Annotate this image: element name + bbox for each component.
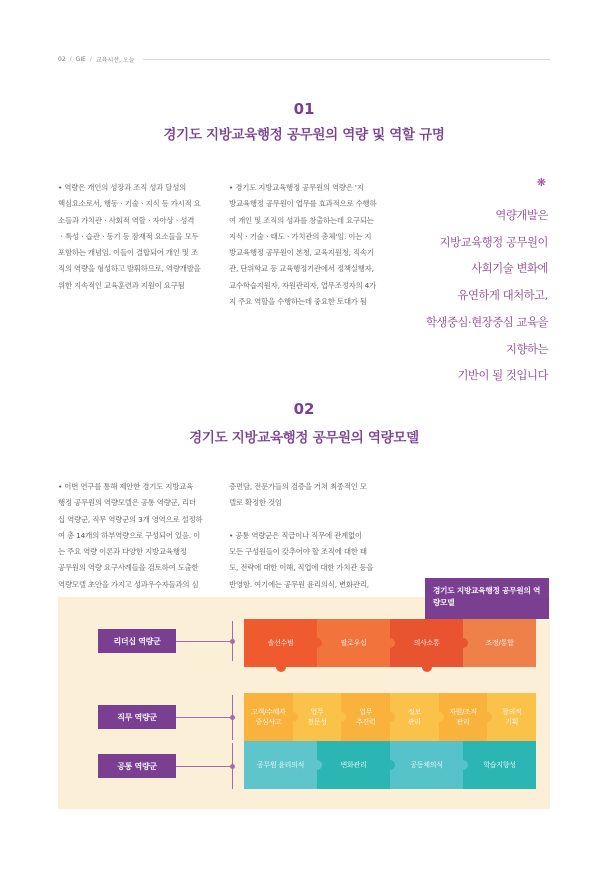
pull-quote-text [418, 203, 548, 390]
text-line: 여 개인 및 조직의 성과를 창출하는데 요구되는 [229, 215, 374, 225]
common-piece [390, 741, 463, 789]
common-piece-label: 변화관리 [340, 761, 367, 769]
job-piece [244, 693, 293, 741]
header-separator: / [69, 55, 72, 63]
star-icon: ❋ [536, 176, 546, 189]
leadership-piece [390, 619, 463, 667]
common-connector [176, 766, 232, 767]
model-title-box: 경기도 지방교육행정 공무원의 역량모델 [425, 578, 549, 619]
leadership-piece [463, 619, 536, 667]
common-bracket [232, 743, 233, 789]
competency-model-diagram [58, 597, 550, 809]
text-line: 위한 지속적인 교육훈련과 지원이 요구됨 [58, 280, 185, 290]
job-piece [341, 693, 390, 741]
job-piece [439, 693, 488, 741]
quote-line: 유연하게 대처하고, [457, 289, 548, 303]
job-piece-label: 창의적 기획 [502, 708, 522, 726]
section1-column-right [229, 180, 407, 310]
leadership-piece-label: 조정/통합 [485, 639, 514, 647]
quote-line: 기반이 될 것입니다 [457, 369, 548, 383]
pull-quote [418, 176, 548, 390]
common-piece-label: 학습지향성 [483, 761, 516, 769]
job-piece-label: 업무 전문성 [307, 708, 327, 726]
quote-line: 지향하는 [505, 342, 548, 356]
text-line: 포함하는 개념임. 이들이 결합되어 개인 및 조 [58, 248, 198, 258]
header-rule [143, 59, 550, 60]
common-piece-label: 공동체의식 [410, 761, 443, 769]
leadership-connector [176, 641, 232, 642]
section2-number: 02 [293, 400, 315, 418]
text-line: 방교육행정 공무원이 본청, 교육지원청, 직속기 [229, 248, 374, 258]
section-name: 교육시선, 오늘 [95, 56, 135, 64]
job-piece-label: 고객/수혜자 중심사고 [251, 708, 286, 726]
text-line: 역량모델 초안을 가지고 성과우수자들과의 심 [58, 579, 199, 589]
text-line: 지식ㆍ기술ㆍ태도ㆍ가치관의 총체'임. 이는 지 [229, 231, 372, 241]
job-piece-label: 자원/조직 관리 [449, 708, 477, 726]
job-piece-label: 정보 관리 [407, 708, 421, 726]
quote-line: 학생중심·현장중심 교육을 [425, 315, 548, 329]
common-piece [463, 741, 536, 789]
section1-title: 경기도 지방교육행정 공무원의 역량 및 역할 규명 [163, 127, 445, 143]
common-pieces [244, 741, 536, 789]
job-pieces [244, 693, 536, 741]
text-line: 공무원의 역량 요구사례들을 검토하여 도출한 [58, 563, 199, 573]
job-piece [293, 693, 342, 741]
job-piece [487, 693, 536, 741]
job-connector [176, 717, 232, 718]
text-line: 도, 전략에 대한 이해, 직업에 대한 가치관 등을 [229, 563, 374, 573]
text-line: • 이번 연구를 통해 제안한 경기도 지방교육 [58, 482, 194, 491]
leadership-label: 리더십 역량군 [98, 629, 176, 653]
text-line [229, 512, 407, 528]
text-line: 층면담, 전문가들의 검증을 거쳐 최종적인 모 [229, 482, 367, 491]
leadership-piece-label: 솔선수범 [267, 639, 294, 647]
text-line: 는 주요 역량 이론과 다양한 지방교육행정 [58, 547, 187, 557]
common-piece [317, 741, 390, 789]
common-piece-label: 공무원 윤리의식 [256, 761, 305, 769]
job-piece-label: 업무 추진력 [355, 708, 376, 726]
quote-line: 사회기술 변화에 [471, 262, 548, 276]
common-piece [244, 741, 317, 789]
header-separator: / [89, 55, 92, 63]
text-line: 방교육행정 공무원이 업무를 효과적으로 수행하 [229, 199, 377, 209]
leadership-piece-label: 의사소통 [413, 639, 440, 647]
leadership-piece [317, 619, 390, 667]
leadership-piece [244, 619, 317, 667]
text-line: 십 역량군, 직무 역량군의 3개 영역으로 설정하 [58, 514, 203, 524]
text-line: • 공통 역량군은 직급이나 직무에 관계없이 [229, 530, 362, 540]
text-line: 행정 공무원의 역량모델은 공통 역량군, 리더 [58, 498, 196, 508]
text-line: ㆍ특성ㆍ습관ㆍ동기 등 잠재적 요소들을 모두 [58, 231, 199, 241]
job-piece [390, 693, 439, 741]
text-line: 반영함. 여기에는 공무원 윤리의식, 변화관리, [229, 579, 369, 589]
text-line: 교수학습지원자, 자원관리자, 업무조정자의 4가 [229, 280, 377, 290]
page-number: 02 [58, 55, 66, 63]
text-line: • 역량은 개인의 성장과 조직 성과 달성의 [58, 183, 187, 192]
section2-column-left [58, 479, 236, 593]
text-line: 핵심요소로서, 행동ㆍ기술ㆍ지식 등 가시적 요 [58, 199, 201, 209]
section1-number: 01 [293, 100, 315, 118]
section1-column-left [58, 180, 236, 294]
job-label: 직무 역량군 [98, 705, 176, 729]
leadership-bracket [232, 621, 233, 661]
text-line: 관, 단위학교 등 교육행정기관에서 정책실행자, [229, 264, 374, 274]
text-line: 소들과 가치관ㆍ사회적 역할ㆍ자아상ㆍ성격 [58, 215, 195, 225]
common-label: 공통 역량군 [98, 754, 176, 778]
text-line: 직의 역량을 형성하고 발휘하므로, 역량개발을 [58, 264, 201, 274]
leadership-piece-label: 팔로우십 [340, 639, 367, 647]
text-line: 지 주요 역할을 수행하는데 중요한 토대가 됨 [229, 297, 367, 307]
quote-line: 역량개발은 [495, 209, 548, 222]
text-line: 모든 구성원들이 갖추어야 할 조직에 대한 태 [229, 547, 367, 557]
quote-line: 지방교육행정 공무원이 [439, 235, 548, 249]
text-line: 여 총 14개의 하부역량으로 구성되어 있음. 이 [58, 530, 201, 540]
brand-name: GIE [75, 55, 86, 63]
text-line: • 경기도 지방교육행정 공무원의 역량은 '지 [229, 183, 364, 192]
leadership-pieces [244, 619, 536, 667]
text-line: 델로 확정한 것임 [229, 498, 282, 508]
section2-title: 경기도 지방교육행정 공무원의 역량모델 [189, 430, 419, 446]
job-bracket [232, 695, 233, 740]
section2-column-right [229, 479, 407, 593]
page-header [58, 52, 550, 66]
